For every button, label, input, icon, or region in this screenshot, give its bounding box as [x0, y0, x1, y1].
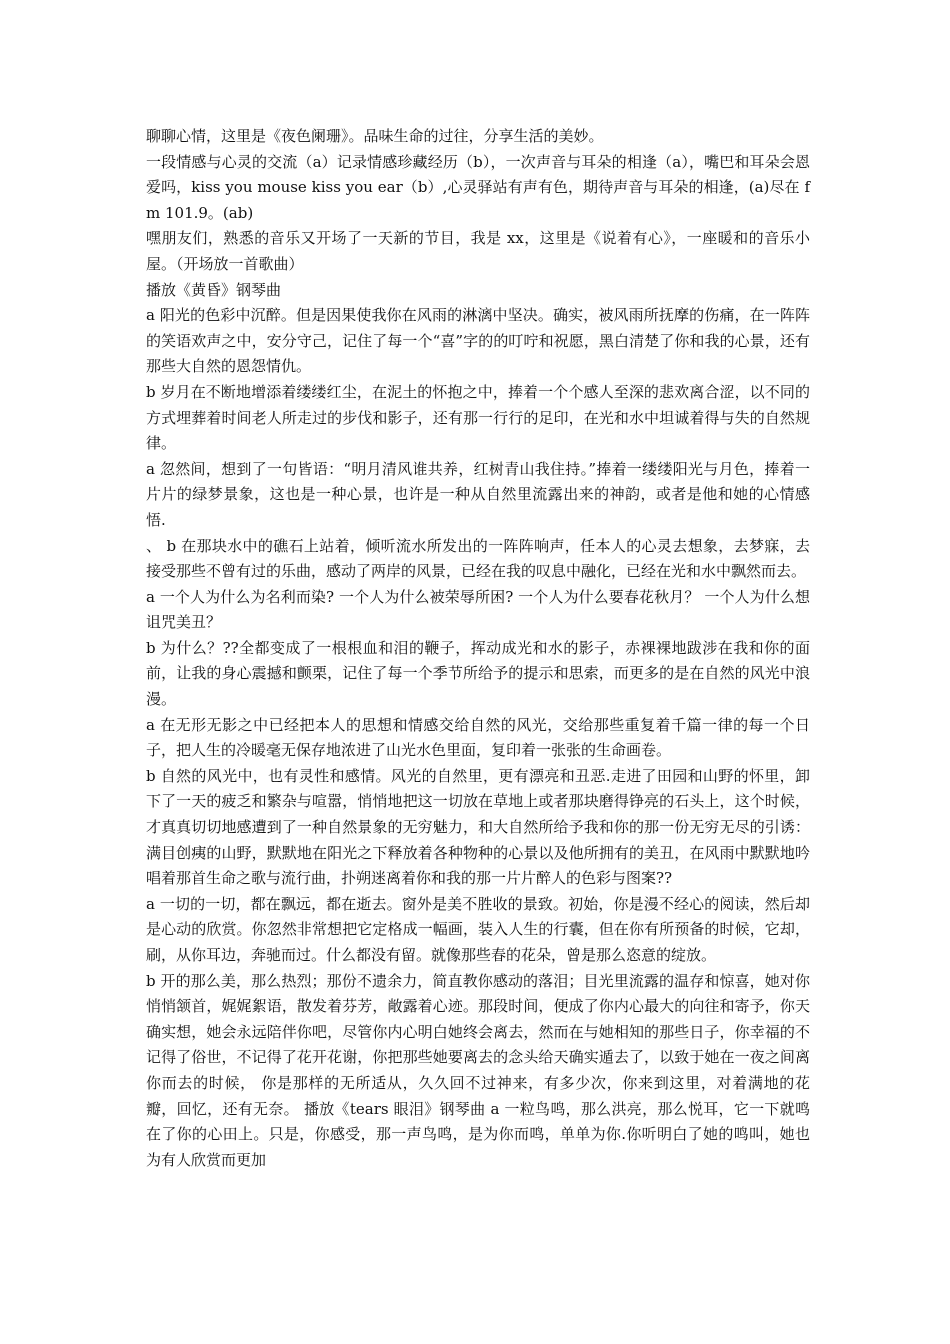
- paragraph-b-1: b 岁月在不断地增添着缕缕红尘，在泥土的怀抱之中，捧着一个个感人至深的悲欢离合涩，以不同的方式埋葬着时间老人所走过的步伐和影子，还有那一行行的足印，在光和水中坦诚着得与失的自然规律。: [146, 382, 810, 453]
- paragraph-a-5: a 一切的一切，都在飘远，都在逝去。窗外是美不胜收的景致。初始，你是漫不经心的阅读，然后却是心动的欣赏。你忽然非常想把它定格成一幅画，装入人生的行囊，但在你有所预备的时候，它却，刷，从你耳边，奔驰而过。什么都没有留。就像那些春的花朵，曾是那么恣意的绽放。: [146, 894, 810, 964]
- document-body: [146, 124, 810, 1173]
- paragraph-a-1: a 阳光的色彩中沉醉。但是因果使我你在风雨的淋漓中坚决。确实，被风雨所抚摩的伤痛，在一阵阵的笑语欢声之中，安分守己，记住了每一个“喜”字的的叮咛和祝愿，黑白清楚了你和我的心景，还有那些大自然的恩怨情仇。: [146, 306, 810, 376]
- paragraph-b-3: b 为什么？??全都变成了一根根血和泪的鞭子，挥动成光和水的影子，赤裸裸地跋涉在我和你的面前，让我的身心震撼和颤栗，记住了每一个季节所给予的提示和思索，而更多的是在自然的风光中浪漫。: [146, 638, 810, 709]
- paragraph-b-5: b 开的那么美，那么热烈；那份不遗余力，简直教你感动的落泪；目光里流露的温存和惊喜，她对你悄悄颔首，娓娓絮语，散发着芬芳，敞露着心迹。那段时间，便成了你内心最大的向往和寄予，你天确实想，她会永远陪伴你吧，尽管你内心明白她终会离去，然而在与她相知的那些日子，你幸福的不记得了俗世，不记得了花开花谢，你把那些她要离去的念头给天确实遁去了，以致于她在一夜之间离你而去的时候， 你是那样的无所适从，久久回不过神来，有多少次，你来到这里，对着满地的花瓣，回忆，还有无奈。 播放《tears 眼泪》钢琴曲 a 一粒鸟鸣，那么洪亮，那么悦耳，它一下就鸣在了你的心田上。只是，你感受，那一声鸟鸣，是为你而鸣，单单为你.你听明白了她的鸣叫，她也为有人欣赏而更加: [146, 971, 810, 1169]
- paragraph-program-slogan: 一段情感与心灵的交流（a）记录情感珍藏经历（b），一次声音与耳朵的相逢（a），嘴巴和耳朵会恩爱吗，kiss you mouse kiss you ear（b）,心灵驿站有声有色，期待声音与耳朵的相逢，(a)尽在 fm 101.9。(ab): [146, 152, 810, 222]
- paragraph-music-cue-1: 播放《黄昏》钢琴曲: [146, 280, 282, 299]
- paragraph-a-3: a 一个人为什么为名利而染? 一个人为什么被荣辱所困? 一个人为什么要春花秋月？ 一个人为什么想诅咒美丑？: [146, 587, 810, 632]
- paragraph-greeting: 嘿朋友们，熟悉的音乐又开场了一天新的节目，我是 xx，这里是《说着有心》，一座暖和的音乐小屋。（开场放一首歌曲）: [146, 229, 810, 273]
- paragraph-a-4: a 在无形无影之中已经把本人的思想和情感交给自然的风光，交给那些重复着千篇一律的每一个日子，把人生的冷暖毫无保存地浓进了山光水色里面，复印着一张张的生命画卷。: [146, 715, 810, 760]
- paragraph-b-2: 、 b 在那块水中的礁石上站着，倾听流水所发出的一阵阵响声，任本人的心灵去想象，去梦寐，去接受那些不曾有过的乐曲，感动了两岸的风景，已经在我的叹息中融化，已经在光和水中飘然而去。: [146, 536, 810, 581]
- paragraph-a-2: a 忽然间，想到了一句皆语：“明月清风谁共养，红树青山我住持。”捧着一缕缕阳光与月色，捧着一片片的绿梦景象，这也是一种心景，也许是一种从自然里流露出来的神韵，或者是他和她的心情感悟.: [146, 459, 810, 529]
- paragraph-b-4: b 自然的风光中，也有灵性和感情。风光的自然里，更有漂亮和丑恶.走进了田园和山野的怀里，卸下了一天的疲乏和繁杂与喧嚣，悄悄地把这一切放在草地上或者那块磨得铮亮的石头上，这个时候，才真真切切地感遭到了一种自然景象的无穷魅力，和大自然所给予我和你的那一份无穷无尽的引诱：满目创痍的山野，默默地在阳光之下释放着各种物种的心景以及他所拥有的美丑，在风雨中默默地吟唱着那首生命之歌与流行曲，扑朔迷离着你和我的那一片片醉人的色彩与图案??: [146, 766, 810, 888]
- paragraph-intro: 聊聊心情，这里是《夜色阑珊》。品味生命的过往，分享生活的美妙。: [146, 127, 604, 145]
